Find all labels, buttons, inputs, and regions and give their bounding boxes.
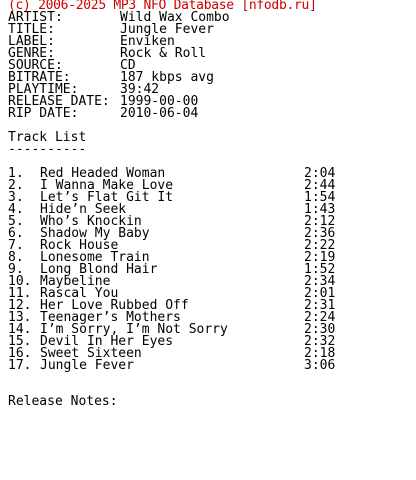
- spacer: [8, 372, 412, 384]
- track-title: Let’s Flat Git It: [40, 190, 174, 205]
- info-key: SOURCE:: [8, 58, 63, 73]
- info-value: Jungle Fever: [120, 22, 214, 37]
- info-key: TITLE:: [8, 22, 55, 37]
- track-row: [8, 360, 412, 372]
- track-number: 2.: [8, 178, 24, 193]
- track-title: Rock House: [40, 238, 119, 253]
- track-duration: 2:24: [304, 310, 336, 325]
- track-number: 16.: [8, 346, 32, 361]
- tracklist-heading: Track List: [8, 130, 87, 145]
- track-duration: 2:44: [304, 178, 336, 193]
- track-list: [8, 168, 412, 372]
- track-title: I Wanna Make Love: [40, 178, 174, 193]
- track-title: Her Love Rubbed Off: [40, 298, 189, 313]
- info-value: 2010-06-04: [120, 106, 199, 121]
- info-row-title: [8, 24, 412, 36]
- track-duration: 2:32: [304, 334, 336, 349]
- track-title: Red Headed Woman: [40, 166, 166, 181]
- track-number: 5.: [8, 214, 24, 229]
- track-number: 12.: [8, 298, 32, 313]
- track-number: 6.: [8, 226, 24, 241]
- info-value: Enviken: [120, 34, 175, 49]
- track-duration: 2:01: [304, 286, 336, 301]
- track-duration: 2:04: [304, 166, 336, 181]
- track-title: Hide’n Seek: [40, 202, 127, 217]
- track-number: 14.: [8, 322, 32, 337]
- track-duration: 1:54: [304, 190, 336, 205]
- track-title: Shadow My Baby: [40, 226, 150, 241]
- track-number: 11.: [8, 286, 32, 301]
- track-duration: 1:43: [304, 202, 336, 217]
- track-duration: 2:30: [304, 322, 336, 337]
- track-title: Who’s Knockin: [40, 214, 142, 229]
- info-value: Rock & Roll: [120, 46, 207, 61]
- track-title: Rascal You: [40, 286, 119, 301]
- track-duration: 2:19: [304, 250, 336, 265]
- info-value: 1999-00-00: [120, 94, 199, 109]
- track-duration: 2:22: [304, 238, 336, 253]
- release-info: [8, 12, 412, 120]
- track-number: 15.: [8, 334, 32, 349]
- track-title: Maybeline: [40, 274, 111, 289]
- info-value: Wild Wax Combo: [120, 10, 230, 25]
- track-duration: 2:31: [304, 298, 336, 313]
- info-key: RELEASE DATE:: [8, 94, 110, 109]
- track-number: 9.: [8, 262, 24, 277]
- info-value: CD: [120, 58, 136, 73]
- track-number: 17.: [8, 358, 32, 373]
- info-key: PLAYTIME:: [8, 82, 79, 97]
- track-number: 1.: [8, 166, 24, 181]
- track-title: Teenager’s Mothers: [40, 310, 181, 325]
- track-duration: 2:12: [304, 214, 336, 229]
- tracklist-underline: ----------: [8, 142, 87, 157]
- track-number: 10.: [8, 274, 32, 289]
- info-value: 187 kbps avg: [120, 70, 214, 85]
- track-duration: 2:18: [304, 346, 336, 361]
- info-key: BITRATE:: [8, 70, 71, 85]
- info-row-genre: [8, 48, 412, 60]
- track-title: I’m Sorry, I’m Not Sorry: [40, 322, 228, 337]
- info-value: 39:42: [120, 82, 160, 97]
- info-row-label: [8, 36, 412, 48]
- track-title: Long Blond Hair: [40, 262, 158, 277]
- track-number: 4.: [8, 202, 24, 217]
- nfo-document: [8, 0, 412, 408]
- track-duration: 1:52: [304, 262, 336, 277]
- track-number: 13.: [8, 310, 32, 325]
- copyright-header: (c) 2006-2025 MP3 NFO Database [nfodb.ru]: [8, 0, 317, 13]
- track-duration: 3:06: [304, 358, 336, 373]
- release-notes-heading: Release Notes:: [8, 394, 118, 409]
- track-number: 3.: [8, 190, 24, 205]
- info-key: ARTIST:: [8, 10, 63, 25]
- track-duration: 2:36: [304, 226, 336, 241]
- track-title: Lonesome Train: [40, 250, 150, 265]
- info-key: GENRE:: [8, 46, 55, 61]
- info-row-rip-date: [8, 108, 412, 120]
- track-number: 7.: [8, 238, 24, 253]
- track-title: Jungle Fever: [40, 358, 134, 373]
- track-title: Devil In Her Eyes: [40, 334, 174, 349]
- track-number: 8.: [8, 250, 24, 265]
- track-duration: 2:34: [304, 274, 336, 289]
- info-key: LABEL:: [8, 34, 55, 49]
- track-title: Sweet Sixteen: [40, 346, 142, 361]
- info-key: RIP DATE:: [8, 106, 79, 121]
